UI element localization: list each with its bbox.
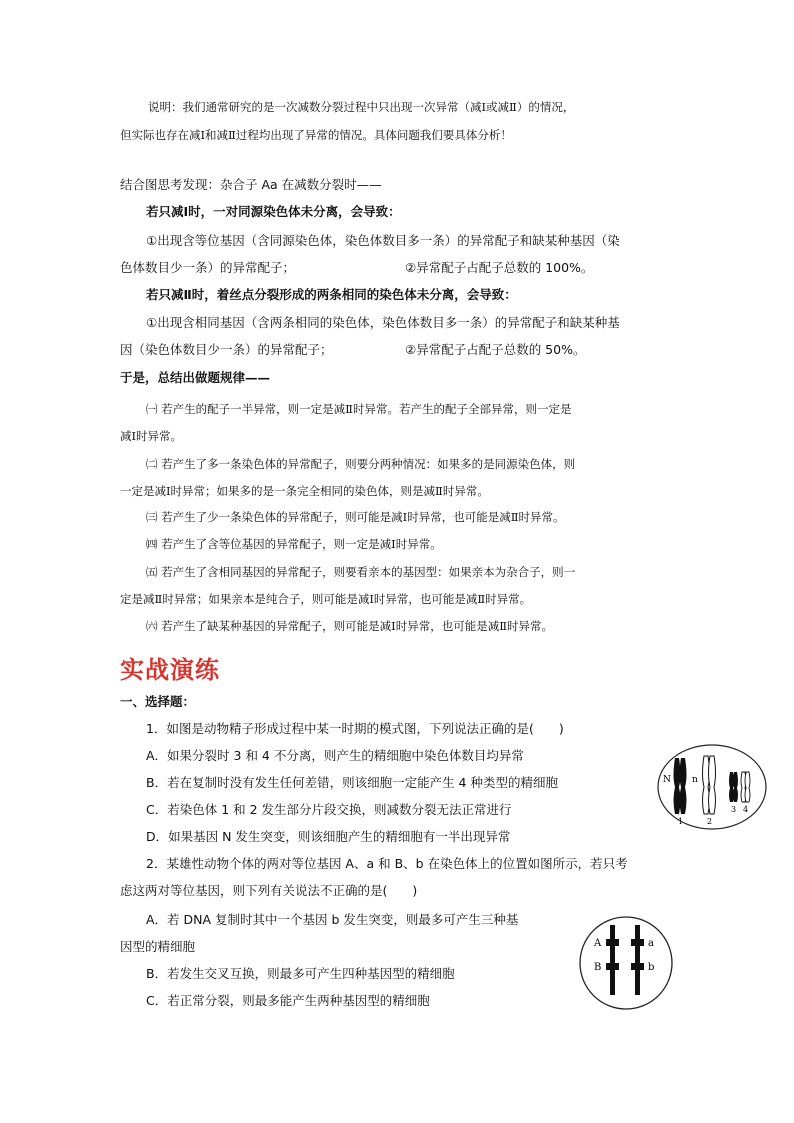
rule-2-line-b: 一定是减Ⅰ时异常；如果多的是一条完全相同的染色体，则是减Ⅱ时异常。 xyxy=(120,484,489,498)
gene-label-b: b xyxy=(648,962,655,973)
meiosis1-line-1: ①出现含等位基因（含同源染色体，染色体数目多一条）的异常配子和缺某种基因（染 xyxy=(146,233,620,248)
q2-option-c: C．若正常分裂，则最多能产生两种基因型的精细胞 xyxy=(146,993,430,1008)
label-1: 1 xyxy=(678,817,684,826)
note-line-2: 但实际也存在减Ⅰ和减Ⅱ过程均出现了异常的情况。具体问题我们要具体分析！ xyxy=(120,128,512,142)
q2-option-b: B．若发生交叉互换，则最多可产生四种基因型的精细胞 xyxy=(146,966,455,981)
chromosome-4 xyxy=(741,772,750,802)
q2-option-a-line-2: 因型的精细胞 xyxy=(120,939,196,954)
note-line-1: 说明：我们通常研究的是一次减数分裂过程中只出现一次异常（减Ⅰ或减Ⅱ）的情况， xyxy=(148,100,575,114)
meiosis2-line-2a: 因（染色体数目少一条）的异常配子； xyxy=(120,342,333,357)
gene-label-A: A xyxy=(594,938,602,949)
q1-option-a: A．如果分裂时 3 和 4 不分离，则产生的精细胞中染色体数目均异常 xyxy=(146,748,524,763)
rule-6: ㈥ 若产生了缺某种基因的异常配子，则可能是减Ⅰ时异常，也可能是减Ⅱ时异常。 xyxy=(146,619,554,633)
q1-option-b: B．若在复制时没有发生任何差错，则该细胞一定能产生 4 种类型的精细胞 xyxy=(146,775,558,790)
q2-stem-line-2: 虑这两对等位基因，则下列有关说法不正确的是( ) xyxy=(120,883,418,898)
rule-4: ㈣ 若产生了含等位基因的异常配子，则一定是减Ⅰ时异常。 xyxy=(146,537,442,551)
rules-heading: 于是，总结出做题规律—— xyxy=(120,370,271,385)
q1-option-c: C．若染色体 1 和 2 发生部分片段交换，则减数分裂无法正常进行 xyxy=(146,802,512,817)
meiosis1-heading: 若只减Ⅰ时，一对同源染色体未分离，会导致： xyxy=(146,204,401,219)
section-choice-heading: 一、选择题： xyxy=(120,694,196,709)
label-n: n xyxy=(692,775,698,785)
gene-label-B: B xyxy=(594,962,602,973)
q1-stem: 1．如图是动物精子形成过程中某一时期的模式图，下列说法正确的是( ) xyxy=(146,721,564,736)
meiosis2-line-2b: ②异常配子占配子总数的 50%。 xyxy=(405,342,586,357)
meiosis2-heading: 若只减Ⅱ时，着丝点分裂形成的两条相同的染色体未分离，会导致： xyxy=(146,287,517,302)
chromosome-right xyxy=(631,925,644,995)
rule-3: ㈢ 若产生了少一条染色体的异常配子，则可能是减Ⅰ时异常，也可能是减Ⅱ时异常。 xyxy=(146,510,565,524)
meiosis1-line-2b: ②异常配子占配子总数的 100%。 xyxy=(405,260,594,275)
q1-option-d: D．如果基因 N 发生突变，则该细胞产生的精细胞有一半出现异常 xyxy=(146,829,511,844)
chromosome-3 xyxy=(729,772,738,802)
q2-option-a-line-1: A．若 DNA 复制时其中一个基因 b 发生突变，则最多可产生三种基 xyxy=(146,912,519,927)
label-2: 2 xyxy=(707,817,713,826)
rule-5-line-a: ㈤ 若产生了含相同基因的异常配子，则要看亲本的基因型：如果亲本为杂合子，则一 xyxy=(146,565,576,579)
chromosome-2 xyxy=(703,756,716,814)
gene-label-a: a xyxy=(648,938,654,949)
rule-5-line-b: 定是减Ⅱ时异常；如果亲本是纯合子，则可能是减Ⅰ时异常，也可能是减Ⅱ时异常。 xyxy=(120,592,532,606)
q2-stem-line-1: 2．某雄性动物个体的两对等位基因 A、a 和 B、b 在染色体上的位置如图所示，若只考 xyxy=(146,856,628,871)
label-N: N xyxy=(663,775,671,785)
chromosome-1 xyxy=(674,758,687,814)
chromosome-left xyxy=(606,925,619,995)
meiosis2-line-1: ①出现含相同基因（含两条相同的染色体，染色体数目多一条）的异常配子和缺某种基 xyxy=(146,315,620,330)
label-3: 3 xyxy=(731,805,737,814)
rule-1-line-a: ㈠ 若产生的配子一半异常，则一定是减Ⅱ时异常。若产生的配子全部异常，则一定是 xyxy=(146,402,572,416)
practice-title: 实战演练 xyxy=(120,656,220,684)
label-4: 4 xyxy=(743,805,749,814)
discovery-intro: 结合图思考发现：杂合子 Aa 在减数分裂时—— xyxy=(120,177,382,192)
rule-1-line-b: 减Ⅰ时异常。 xyxy=(120,429,183,443)
meiosis1-line-2a: 色体数目少一条）的异常配子； xyxy=(120,260,296,275)
rule-2-line-a: ㈡ 若产生了多一条染色体的异常配子，则要分两种情况：如果多的是同源染色体，则 xyxy=(146,457,576,471)
q1-cell-figure xyxy=(656,742,770,832)
q2-gene-figure xyxy=(576,913,676,1013)
